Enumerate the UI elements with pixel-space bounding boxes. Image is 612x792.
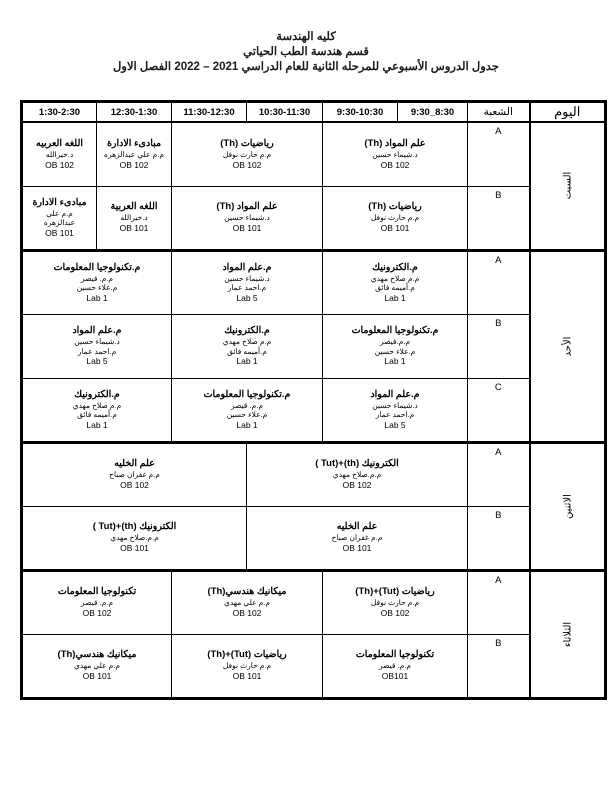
teacher-name: م.م حارث نوفل <box>222 150 272 159</box>
room-label: OB 102 <box>380 607 410 618</box>
section-cell: C <box>468 378 530 442</box>
subject-title: علم المواد (Th) <box>364 138 426 149</box>
subject-title: مبادىء الادارة <box>106 138 162 149</box>
subject-title: الكترونيك (th)+(Tut ) <box>315 458 399 470</box>
teacher-name: م.أميمه فائق <box>375 283 415 292</box>
subject-title: اللغه العربيه <box>36 138 83 149</box>
teacher-name: م.م. قيصر <box>80 273 114 283</box>
day-cell <box>530 570 606 698</box>
teacher-name: م.م غفران صباح <box>331 533 383 543</box>
room-label: OB 102 <box>232 159 262 170</box>
teacher-name: م.علاء حسين <box>374 346 416 356</box>
room-label: Lab 5 <box>86 356 108 366</box>
room-label: OB 101 <box>45 227 74 238</box>
section-cell: B <box>468 186 530 250</box>
teacher-name: م.احمد عمار <box>375 410 415 419</box>
teacher-name: م.م صلاح مهدي <box>370 273 420 283</box>
subject-title: م.الكترونيك <box>74 388 120 400</box>
room-label: OB 102 <box>82 607 112 618</box>
teacher-name: عبدالزهره <box>43 218 76 227</box>
subject-title: م.الكترونيك <box>224 325 270 336</box>
room-label: OB 102 <box>232 607 262 618</box>
subject-title: تكنولوجيا المعلومات <box>57 586 137 598</box>
day-cell <box>530 442 606 570</box>
room-label: OB 101 <box>82 670 112 681</box>
room-label: Lab 1 <box>86 292 108 303</box>
room-label: OB101 <box>381 670 409 681</box>
lesson-cell <box>22 506 247 570</box>
room-label: OB 101 <box>120 542 149 553</box>
teacher-name: م.م حارث نوفل <box>370 598 420 608</box>
room-label: OB 101 <box>119 222 149 233</box>
schedule-title: جدول الدروس الأسبوعي للمرحله الثانية للعام الدراسي 2021 – 2022 الفصل الاول <box>113 61 499 73</box>
document-header <box>0 30 612 75</box>
subject-title: م.تكنولوجيا المعلومات <box>351 325 439 336</box>
lesson-cell <box>323 634 468 698</box>
lesson-cell <box>172 378 323 442</box>
room-label: Lab 5 <box>236 292 258 303</box>
subject-title: م.تكنولوجيا المعلومات <box>53 261 141 273</box>
room-label: OB 102 <box>342 479 372 490</box>
time-column-header: 8:30_9:30 <box>398 102 468 123</box>
lesson-cell <box>323 186 468 250</box>
time-column-header: 1:30-2:30 <box>22 102 97 123</box>
subject-title: اللغه العربية <box>110 201 158 213</box>
teacher-name: م.م علي <box>46 208 73 218</box>
lesson-cell <box>172 634 323 698</box>
teacher-name: م.م.قيصر <box>380 337 410 346</box>
lesson-cell <box>22 378 172 442</box>
subject-title: ميكانيك هندسي(Th) <box>57 649 137 661</box>
subject-title: م.علم المواد <box>72 325 122 336</box>
time-column-header: 10:30-11:30 <box>247 102 323 123</box>
lesson-cell <box>323 314 468 378</box>
teacher-name: م.م. قيصر <box>230 400 264 410</box>
teacher-name: م.أميمه فائق <box>227 346 267 356</box>
subject-title: م.علم المواد <box>370 388 420 400</box>
timetable <box>20 100 607 700</box>
subject-title: رياضيات (Tut)+(Th) <box>207 649 287 661</box>
room-label: Lab 1 <box>236 419 258 430</box>
teacher-name: م.م.صلاح مهدي <box>110 533 159 543</box>
lesson-cell <box>172 186 323 250</box>
section-cell: B <box>468 634 530 698</box>
section-cell: A <box>468 442 530 506</box>
teacher-name: م.م علي مهدي <box>73 661 121 671</box>
day-cell <box>530 122 606 250</box>
teacher-name: د.شيماء حسين <box>224 213 270 223</box>
teacher-name: م.أميمه فائق <box>77 410 117 419</box>
teacher-name: م.م علي عبدالزهره <box>104 150 164 159</box>
lesson-cell <box>22 186 97 250</box>
lesson-cell <box>172 122 323 186</box>
lesson-cell <box>22 122 97 186</box>
room-label: Lab 1 <box>384 292 406 303</box>
room-label: OB 101 <box>380 222 410 233</box>
section-column-header: الشعبة <box>468 102 530 123</box>
day-column-header: اليوم <box>530 102 606 123</box>
room-label: OB 101 <box>342 542 372 553</box>
lesson-cell <box>247 506 468 570</box>
department-title: قسم هندسة الطب الحياتي <box>243 46 369 58</box>
subject-title: الكترونيك (th)+(Tut ) <box>92 521 177 533</box>
teacher-name: م.م.صلاح مهدي <box>332 470 382 480</box>
section-cell: A <box>468 122 530 186</box>
lesson-cell <box>22 314 172 378</box>
subject-title: رياضيات (Th) <box>368 201 422 213</box>
section-cell: B <box>468 314 530 378</box>
day-cell <box>530 250 606 442</box>
lesson-cell <box>172 314 323 378</box>
time-column-header: 9:30-10:30 <box>323 102 398 123</box>
teacher-name: د.خيرالله <box>45 150 74 159</box>
lesson-cell <box>323 122 468 186</box>
lesson-cell <box>323 250 468 314</box>
teacher-name: د.شيماء حسين <box>224 273 270 283</box>
teacher-name: د.شيماء حسين <box>372 150 418 159</box>
room-label: OB 101 <box>232 222 262 233</box>
teacher-name: م.م حارث نوفل <box>370 213 420 223</box>
lesson-cell <box>22 570 172 634</box>
timetable-body <box>22 122 606 698</box>
room-label: Lab 1 <box>86 419 108 430</box>
teacher-name: م.علاء حسين <box>226 410 268 419</box>
lesson-cell <box>323 378 468 442</box>
time-column-header: 11:30-12:30 <box>172 102 247 123</box>
subject-title: علم الخليه <box>114 458 155 470</box>
lesson-cell <box>247 442 468 506</box>
day-label: الاثنين <box>561 493 573 519</box>
section-cell: A <box>468 250 530 314</box>
room-label: OB 102 <box>120 479 149 490</box>
lesson-cell <box>97 122 172 186</box>
teacher-name: م.علاء حسين <box>76 283 118 292</box>
subject-title: مبادىء الادارة <box>32 196 87 208</box>
room-label: OB 102 <box>380 159 410 170</box>
subject-title: م.علم المواد <box>222 261 272 273</box>
subject-title: م.الكترونيك <box>372 261 418 273</box>
teacher-name: م.م غفران صباح <box>109 470 160 480</box>
teacher-name: م.احمد عمار <box>227 283 267 292</box>
day-label: الأحد <box>561 336 573 356</box>
lesson-cell <box>172 250 323 314</box>
teacher-name: م.م صلاح مهدي <box>222 337 272 346</box>
teacher-name: د.شيماء حسين <box>74 337 120 346</box>
teacher-name: م.م صلاح مهدي <box>72 400 122 410</box>
teacher-name: م.م حارث نوفل <box>222 661 272 671</box>
room-label: OB 101 <box>232 670 262 681</box>
subject-title: علم الخليه <box>336 521 378 533</box>
teacher-name: م.م. قيصر <box>378 661 412 671</box>
teacher-name: م.م علي مهدي <box>223 598 271 608</box>
teacher-name: د.شيماء حسين <box>372 400 418 410</box>
timetable-head <box>22 102 606 123</box>
subject-title: رياضيات (Th) <box>220 138 274 149</box>
section-cell: B <box>468 506 530 570</box>
subject-title: علم المواد (Th) <box>216 201 278 213</box>
room-label: Lab 5 <box>384 419 406 430</box>
teacher-name: د.خيرالله <box>120 213 148 223</box>
room-label: Lab 1 <box>384 356 406 366</box>
college-title: كليه الهندسة <box>276 31 336 43</box>
room-label: OB 102 <box>119 159 149 170</box>
subject-title: رياضيات (Tut)+(Th) <box>355 586 435 598</box>
day-label: السبت <box>561 171 573 200</box>
lesson-cell <box>172 570 323 634</box>
lesson-cell <box>22 634 172 698</box>
teacher-name: م.م. قيصر <box>80 598 114 608</box>
lesson-cell <box>323 570 468 634</box>
subject-title: م.تكنولوجيا المعلومات <box>203 388 291 400</box>
room-label: Lab 1 <box>236 356 258 366</box>
subject-title: ميكانيك هندسي(Th) <box>207 586 287 598</box>
room-label: OB 102 <box>45 159 74 170</box>
section-cell: A <box>468 570 530 634</box>
time-column-header: 12:30-1:30 <box>97 102 172 123</box>
lesson-cell <box>97 186 172 250</box>
lesson-cell <box>22 250 172 314</box>
teacher-name: م.احمد عمار <box>77 346 117 356</box>
lesson-cell <box>22 442 247 506</box>
subject-title: تكنولوجيا المعلومات <box>355 649 435 661</box>
day-label: الثلاثاء <box>561 621 573 647</box>
